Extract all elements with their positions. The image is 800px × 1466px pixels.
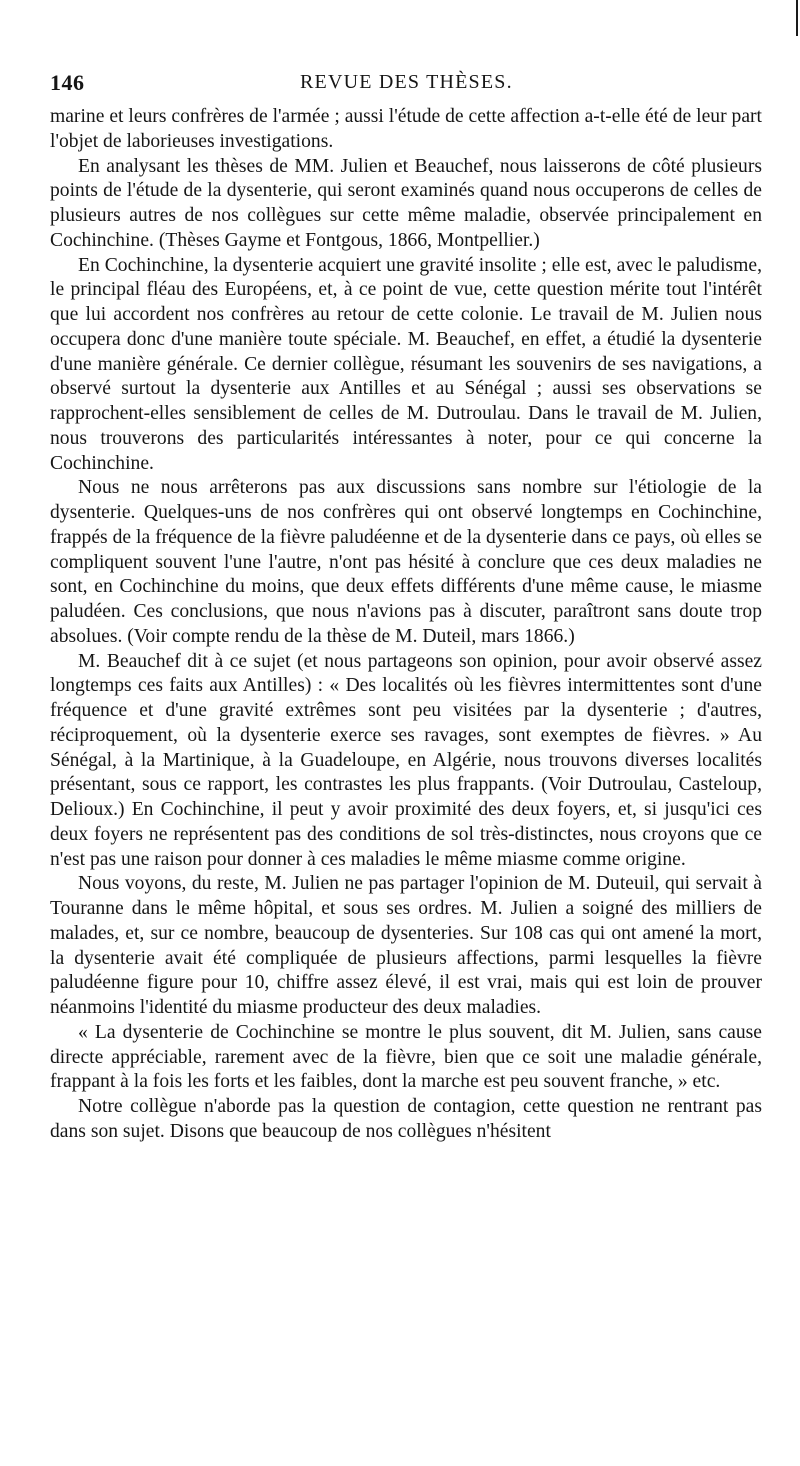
paragraph: M. Beauchef dit à ce sujet (et nous partageons son opinion, pour avoir observé assez longtemps ces faits aux Antilles) : « Des localités où les fièvres intermittentes sont d'une fréquence et d'une gravité extrêmes sont peu visitées par la dysenterie ; d'autres, réciproquement, où la dysenterie exerce ses ravages, sont exemptes de fièvres. » Au Sénégal, à la Martinique, à la Guadeloupe, en Algérie, nous trouvons diverses localités présentant, sous ce rapport, les contrastes les plus frappants. (Voir Dutroulau, Casteloup, Delioux.) En Cochinchine, il peut y avoir proximité des deux foyers, et, si jusqu'ici ces deux foyers ne représentent pas des conditions de sol très-distinctes, nous croyons que ce n'est pas une raison pour donner à ces maladies le même miasme comme origine. [50,650,762,870]
paragraph: Nous voyons, du reste, M. Julien ne pas partager l'opinion de M. Duteuil, qui servait à Touranne dans le même hôpital, et sous ses ordres. M. Julien a soigné des milliers de malades, et, sur ce nombre, beaucoup de dysenteries. Sur 108 cas qui ont amené la mort, la dysenterie avait été compliquée de plusieurs affections, parmi lesquelles la fièvre paludéenne figure pour 10, chiffre assez élevé, il est vrai, mais qui est loin de prouver néanmoins l'identité du miasme producteur des deux maladies. [50,873,762,1018]
paragraph: marine et leurs confrères de l'armée ; aussi l'étude de cette affection a-t-elle été de leur part l'objet de laborieuses investigations. [50,106,762,152]
page-header [50,70,760,104]
paragraph: « La dysenterie de Cochinchine se montre le plus souvent, dit M. Julien, sans cause directe appréciable, rarement avec de la fièvre, bien que ce soit une maladie générale, frappant à la fois les forts et les faibles, dont la marche est peu souvent franche, » etc. [50,1021,762,1093]
page-number: 146 [50,70,85,95]
paragraph: En Cochinchine, la dysenterie acquiert une gravité insolite ; elle est, avec le paludisme, le principal fléau des Européens, et, à ce point de vue, cette question mérite tout l'intérêt que lui accordent nos confrères au retour de cette colonie. Le travail de M. Julien nous occupera donc d'une manière toute spéciale. M. Beauchef, en effet, a étudié la dysenterie d'une manière générale. Ce dernier collègue, résumant les souvenirs de ses navigations, a observé surtout la dysenterie aux Antilles et au Sénégal ; aussi ses observations se rapprochent-elles sensiblement de celles de M. Dutroulau. Dans le travail de M. Julien, nous trouverons des particularités intéressantes à noter, pour ce qui concerne la Cochinchine. [50,254,762,474]
page-edge-rule [796,0,798,36]
paragraph: Notre collègue n'aborde pas la question de contagion, cette question ne rentrant pas dans son sujet. Disons que beaucoup de nos collègues n'hésitent [50,1096,762,1142]
paragraph: En analysant les thèses de MM. Julien et Beauchef, nous laisserons de côté plusieurs points de l'étude de la dysenterie, qui seront examinés quand nous occuperons de celles de plusieurs autres de nos collègues sur cette même maladie, observée principalement en Cochinchine. (Thèses Gayme et Fontgous, 1866, Montpellier.) [50,155,762,251]
body-text [50,105,762,1145]
running-title: REVUE DES THÈSES. [300,71,513,93]
paragraph: Nous ne nous arrêterons pas aux discussions sans nombre sur l'étiologie de la dysenterie. Quelques-uns de nos confrères qui ont observé longtemps en Cochinchine, frappés de la fréquence de la fièvre paludéenne et de la dysenterie dans ce pays, où elles se compliquent souvent l'une l'autre, n'ont pas hésité à conclure que ces deux maladies ne sont, en Cochinchine du moins, que deux effets différents d'une même cause, le miasme paludéen. Ces conclusions, que nous n'avions pas à discuter, paraîtront sans doute trop absolues. (Voir compte rendu de la thèse de M. Duteil, mars 1866.) [50,477,762,647]
